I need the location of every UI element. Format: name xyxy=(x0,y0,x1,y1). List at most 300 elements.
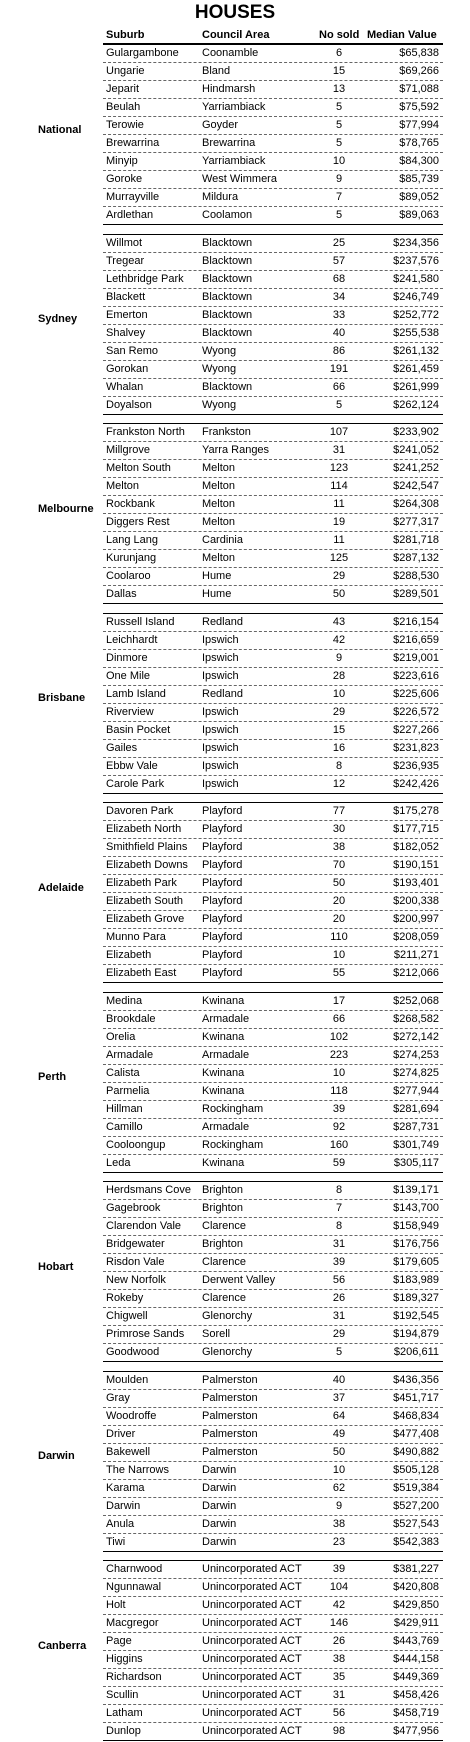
suburb-cell: Richardson xyxy=(106,1671,162,1683)
suburb-cell: Basin Pocket xyxy=(106,723,171,736)
suburb-cell: Tregear xyxy=(106,254,145,267)
region-section xyxy=(0,802,470,979)
no-sold-cell: 11 xyxy=(333,534,345,546)
region-table xyxy=(103,802,443,983)
table-row xyxy=(103,1444,443,1462)
no-sold-cell: 29 xyxy=(332,1328,346,1340)
no-sold-cell: 146 xyxy=(329,1617,349,1629)
table-row xyxy=(103,135,443,153)
region-section xyxy=(0,992,470,1169)
council-area-cell: Kwinana xyxy=(202,1084,245,1097)
suburb-cell: Elizabeth East xyxy=(106,967,177,979)
council-area-cell: Playford xyxy=(202,913,243,925)
suburb-cell: Frankston North xyxy=(106,426,185,438)
table-row xyxy=(103,839,443,857)
no-sold-cell: 42 xyxy=(332,633,346,646)
no-sold-cell: 40 xyxy=(332,1373,346,1386)
table-row xyxy=(103,1344,443,1361)
table-row xyxy=(103,650,443,668)
table-row xyxy=(103,1308,443,1326)
median-value-cell: $89,052 xyxy=(399,191,439,203)
council-area-cell: Blacktown xyxy=(202,380,253,393)
no-sold-cell: 39 xyxy=(332,1256,346,1268)
table-row xyxy=(103,1561,443,1579)
region-section xyxy=(0,1181,470,1358)
median-value-cell: $219,001 xyxy=(393,651,439,664)
median-value-cell: $451,717 xyxy=(393,1391,439,1404)
no-sold-cell: 5 xyxy=(335,209,343,221)
no-sold-cell: 104 xyxy=(329,1581,349,1593)
table-row xyxy=(103,99,443,117)
council-area-cell: Clarence xyxy=(202,1292,247,1304)
median-value-cell: $449,369 xyxy=(393,1671,439,1683)
table-row xyxy=(103,803,443,821)
no-sold-cell: 68 xyxy=(332,272,346,285)
suburb-cell: Beulah xyxy=(106,101,141,113)
no-sold-cell: 33 xyxy=(332,308,346,321)
table-row xyxy=(103,1426,443,1444)
suburb-cell: Karama xyxy=(106,1481,145,1494)
region-table xyxy=(103,1371,443,1552)
no-sold-cell: 10 xyxy=(332,687,346,700)
median-value-cell: $444,158 xyxy=(393,1653,439,1665)
table-row xyxy=(103,424,443,442)
no-sold-cell: 16 xyxy=(332,741,346,754)
table-row xyxy=(103,1687,443,1705)
median-value-cell: $242,426 xyxy=(393,777,439,790)
council-area-cell: Armadale xyxy=(202,1048,250,1061)
suburb-cell: Goroke xyxy=(106,173,143,185)
suburb-cell: Jeparit xyxy=(106,83,140,95)
no-sold-cell: 17 xyxy=(332,994,346,1007)
median-value-cell: $212,066 xyxy=(393,967,439,979)
council-area-cell: Playford xyxy=(202,859,243,871)
table-row xyxy=(103,929,443,947)
table-row xyxy=(103,1480,443,1498)
suburb-cell: Charnwood xyxy=(106,1563,163,1575)
council-area-cell: Ipswich xyxy=(202,633,239,646)
council-area-cell: Unincorporated ACT xyxy=(202,1617,302,1629)
suburb-cell: Bridgewater xyxy=(106,1238,165,1250)
table-row xyxy=(103,1579,443,1597)
median-value-cell: $65,838 xyxy=(399,47,439,59)
no-sold-cell: 20 xyxy=(332,913,346,925)
median-value-cell: $277,317 xyxy=(393,516,439,528)
median-value-cell: $223,616 xyxy=(393,669,439,682)
suburb-cell: Ngunnawal xyxy=(106,1581,162,1593)
median-value-cell: $305,117 xyxy=(393,1156,439,1169)
table-row xyxy=(103,271,443,289)
median-value-cell: $381,227 xyxy=(393,1563,439,1575)
table-row xyxy=(103,668,443,686)
table-row xyxy=(103,632,443,650)
region-table xyxy=(103,992,443,1173)
suburb-cell: Goodwood xyxy=(106,1346,160,1358)
median-value-cell: $277,944 xyxy=(393,1084,439,1097)
median-value-cell: $261,459 xyxy=(393,362,439,375)
table-row xyxy=(103,1723,443,1740)
median-value-cell: $246,749 xyxy=(393,290,439,303)
median-value-cell: $190,151 xyxy=(393,859,439,871)
median-value-cell: $183,989 xyxy=(393,1274,439,1286)
table-row xyxy=(103,1029,443,1047)
council-area-cell: Playford xyxy=(202,949,243,961)
no-sold-cell: 31 xyxy=(332,1238,346,1250)
council-area-cell: Armadale xyxy=(202,1012,250,1025)
suburb-cell: Emerton xyxy=(106,308,148,321)
suburb-cell: Chigwell xyxy=(106,1310,148,1322)
no-sold-cell: 191 xyxy=(329,362,349,375)
no-sold-cell: 9 xyxy=(335,173,343,185)
suburb-cell: Camillo xyxy=(106,1120,143,1133)
median-value-cell: $237,576 xyxy=(393,254,439,267)
suburb-cell: Armadale xyxy=(106,1048,154,1061)
suburb-cell: Latham xyxy=(106,1707,143,1719)
table-row xyxy=(103,686,443,704)
suburb-cell: Primrose Sands xyxy=(106,1328,185,1340)
council-area-cell: Unincorporated ACT xyxy=(202,1671,302,1683)
table-row xyxy=(103,379,443,397)
median-value-cell: $231,823 xyxy=(393,741,439,754)
table-row xyxy=(103,1254,443,1272)
median-value-cell: $139,171 xyxy=(393,1184,439,1196)
table-row xyxy=(103,289,443,307)
council-area-cell: Playford xyxy=(202,877,243,889)
region-label xyxy=(38,613,103,784)
table-row xyxy=(103,550,443,568)
median-value-cell: $71,088 xyxy=(399,83,439,95)
region-section xyxy=(0,423,470,600)
table-row xyxy=(103,397,443,414)
council-area-cell: Melton xyxy=(202,462,236,474)
no-sold-cell: 25 xyxy=(332,236,346,249)
median-value-cell: $85,739 xyxy=(399,173,439,185)
council-area-cell: Ipswich xyxy=(202,705,239,718)
council-area-cell: Brighton xyxy=(202,1184,243,1196)
council-area-cell: Redland xyxy=(202,615,243,628)
no-sold-cell: 40 xyxy=(332,326,346,339)
council-area-cell: Yarra Ranges xyxy=(202,444,270,456)
no-sold-cell: 57 xyxy=(332,254,346,267)
suburb-cell: Coolaroo xyxy=(106,570,151,582)
table-row xyxy=(103,1137,443,1155)
median-value-cell: $143,700 xyxy=(393,1202,439,1214)
council-area-cell: Unincorporated ACT xyxy=(202,1599,302,1611)
suburb-cell: Rockbank xyxy=(106,498,155,510)
table-row xyxy=(103,821,443,839)
suburb-cell: Moulden xyxy=(106,1373,149,1386)
council-area-cell: Kwinana xyxy=(202,994,245,1007)
council-area-cell: Palmerston xyxy=(202,1373,258,1386)
table-row xyxy=(103,614,443,632)
region-label xyxy=(38,1371,103,1542)
suburb-cell: Orelia xyxy=(106,1030,136,1043)
median-value-cell: $443,769 xyxy=(393,1635,439,1647)
median-value-cell: $477,956 xyxy=(393,1725,439,1737)
region-section xyxy=(0,613,470,790)
median-value-cell: $241,052 xyxy=(393,444,439,456)
suburb-cell: Gulargambone xyxy=(106,47,179,59)
no-sold-cell: 8 xyxy=(335,1184,343,1196)
suburb-cell: Whalan xyxy=(106,380,144,393)
suburb-cell: Dinmore xyxy=(106,651,148,664)
table-row xyxy=(103,1290,443,1308)
no-sold-cell: 50 xyxy=(332,877,346,889)
suburb-cell: One Mile xyxy=(106,669,151,682)
council-area-cell: Wyong xyxy=(202,344,237,357)
median-value-cell: $268,582 xyxy=(393,1012,439,1025)
no-sold-cell: 39 xyxy=(332,1563,346,1575)
median-value-cell: $477,408 xyxy=(393,1427,439,1440)
no-sold-cell: 10 xyxy=(332,949,346,961)
council-area-cell: Ipswich xyxy=(202,651,239,664)
suburb-cell: Woodroffe xyxy=(106,1409,157,1422)
council-area-cell: Redland xyxy=(202,687,243,700)
median-value-cell: $189,327 xyxy=(393,1292,439,1304)
council-area-cell: Palmerston xyxy=(202,1427,258,1440)
median-value-cell: $206,611 xyxy=(393,1346,439,1358)
no-sold-cell: 70 xyxy=(332,859,346,871)
median-value-cell: $527,200 xyxy=(393,1499,439,1512)
median-value-cell: $175,278 xyxy=(393,805,439,817)
council-area-cell: Ipswich xyxy=(202,723,239,736)
no-sold-cell: 56 xyxy=(332,1274,346,1286)
table-row xyxy=(103,81,443,99)
median-value-cell: $78,765 xyxy=(399,137,439,149)
no-sold-cell: 29 xyxy=(332,570,346,582)
table-row xyxy=(103,1272,443,1290)
council-area-cell: Blacktown xyxy=(202,326,253,339)
median-value-cell: $234,356 xyxy=(393,236,439,249)
no-sold-cell: 10 xyxy=(332,155,346,167)
council-area-cell: Melton xyxy=(202,480,236,492)
council-area-cell: Coolamon xyxy=(202,209,253,221)
suburb-cell: Higgins xyxy=(106,1653,143,1665)
median-value-cell: $226,572 xyxy=(393,705,439,718)
median-value-cell: $274,825 xyxy=(393,1066,439,1079)
table-row xyxy=(103,1101,443,1119)
council-area-cell: Unincorporated ACT xyxy=(202,1563,302,1575)
table-row xyxy=(103,307,443,325)
suburb-cell: Holt xyxy=(106,1599,126,1611)
table-row xyxy=(103,207,443,224)
median-value-cell: $84,300 xyxy=(399,155,439,167)
council-area-cell: Kwinana xyxy=(202,1156,245,1169)
region-label xyxy=(38,44,103,215)
suburb-cell: Medina xyxy=(106,994,143,1007)
table-row xyxy=(103,1047,443,1065)
suburb-cell: Hillman xyxy=(106,1102,143,1115)
table-row xyxy=(103,253,443,271)
table-row xyxy=(103,1498,443,1516)
median-value-cell: $252,772 xyxy=(393,308,439,321)
no-sold-cell: 23 xyxy=(332,1535,346,1548)
no-sold-cell: 7 xyxy=(335,191,343,203)
council-area-cell: Melton xyxy=(202,552,236,564)
region-table xyxy=(103,44,443,225)
median-value-cell: $158,949 xyxy=(393,1220,439,1232)
table-row xyxy=(103,514,443,532)
council-area-cell: Frankston xyxy=(202,426,251,438)
table-row xyxy=(103,704,443,722)
page-title: HOUSES xyxy=(194,2,276,23)
council-area-cell: Blacktown xyxy=(202,308,253,321)
no-sold-cell: 77 xyxy=(332,805,346,817)
suburb-cell: New Norfolk xyxy=(106,1274,166,1286)
median-value-cell: $281,694 xyxy=(393,1102,439,1115)
median-value-cell: $193,401 xyxy=(393,877,439,889)
no-sold-cell: 12 xyxy=(332,777,346,790)
no-sold-cell: 38 xyxy=(332,841,346,853)
region-table xyxy=(103,613,443,794)
median-value-cell: $287,731 xyxy=(393,1120,439,1133)
no-sold-cell: 64 xyxy=(332,1409,346,1422)
region-section xyxy=(0,44,470,221)
table-row xyxy=(103,1119,443,1137)
suburb-cell: Doyalson xyxy=(106,398,152,411)
no-sold-cell: 37 xyxy=(332,1391,346,1404)
suburb-cell: Munno Para xyxy=(106,931,166,943)
no-sold-cell: 35 xyxy=(332,1671,346,1683)
suburb-cell: Herdsmans Cove xyxy=(106,1184,191,1196)
council-area-cell: Playford xyxy=(202,931,243,943)
table-row xyxy=(103,1669,443,1687)
suburb-cell: Murrayville xyxy=(106,191,160,203)
council-area-cell: Playford xyxy=(202,841,243,853)
no-sold-cell: 9 xyxy=(335,1499,343,1512)
suburb-cell: Russell Island xyxy=(106,615,175,628)
table-row xyxy=(103,740,443,758)
table-row xyxy=(103,1633,443,1651)
median-value-cell: $177,715 xyxy=(393,823,439,835)
table-row xyxy=(103,1155,443,1172)
median-value-cell: $225,606 xyxy=(393,687,439,700)
suburb-cell: Anula xyxy=(106,1517,135,1530)
median-value-cell: $468,834 xyxy=(393,1409,439,1422)
council-area-cell: Brighton xyxy=(202,1202,243,1214)
column-headers xyxy=(103,26,443,44)
table-row xyxy=(103,1083,443,1101)
no-sold-cell: 5 xyxy=(335,1346,343,1358)
suburb-cell: Melton xyxy=(106,480,140,492)
table-row xyxy=(103,235,443,253)
no-sold-cell: 125 xyxy=(329,552,349,564)
region-table xyxy=(103,234,443,415)
suburb-cell: Elizabeth Downs xyxy=(106,859,188,871)
no-sold-cell: 5 xyxy=(335,398,343,411)
no-sold-cell: 31 xyxy=(332,444,346,456)
no-sold-cell: 66 xyxy=(332,380,346,393)
suburb-cell: Darwin xyxy=(106,1499,141,1512)
suburb-cell: Brewarrina xyxy=(106,137,160,149)
suburb-cell: Lamb Island xyxy=(106,687,166,700)
table-row xyxy=(103,993,443,1011)
median-value-cell: $241,252 xyxy=(393,462,439,474)
no-sold-cell: 5 xyxy=(335,101,343,113)
no-sold-cell: 86 xyxy=(332,344,346,357)
median-value-cell: $301,749 xyxy=(393,1138,439,1151)
header-suburb: Suburb xyxy=(106,29,145,41)
table-row xyxy=(103,875,443,893)
region-label-text: Sydney xyxy=(38,313,78,325)
median-value-cell: $287,132 xyxy=(393,552,439,564)
region-label-text: Perth xyxy=(38,1071,67,1083)
suburb-cell: Lethbridge Park xyxy=(106,272,184,285)
council-area-cell: Hindmarsh xyxy=(202,83,256,95)
no-sold-cell: 49 xyxy=(332,1427,346,1440)
median-value-cell: $227,266 xyxy=(393,723,439,736)
table-row xyxy=(103,1462,443,1480)
council-area-cell: Wyong xyxy=(202,362,237,375)
council-area-cell: Palmerston xyxy=(202,1409,258,1422)
no-sold-cell: 28 xyxy=(332,669,346,682)
region-section xyxy=(0,1560,470,1737)
council-area-cell: Blacktown xyxy=(202,254,253,267)
no-sold-cell: 56 xyxy=(332,1707,346,1719)
table-row xyxy=(103,1326,443,1344)
no-sold-cell: 50 xyxy=(332,1445,346,1458)
suburb-cell: Gailes xyxy=(106,741,138,754)
median-value-cell: $176,756 xyxy=(393,1238,439,1250)
council-area-cell: Bland xyxy=(202,65,231,77)
median-value-cell: $69,266 xyxy=(399,65,439,77)
table-row xyxy=(103,1218,443,1236)
council-area-cell: Brighton xyxy=(202,1238,243,1250)
median-value-cell: $490,882 xyxy=(393,1445,439,1458)
suburb-cell: Gorokan xyxy=(106,362,149,375)
median-value-cell: $216,659 xyxy=(393,633,439,646)
suburb-cell: Shalvey xyxy=(106,326,146,339)
median-value-cell: $458,719 xyxy=(393,1707,439,1719)
median-value-cell: $182,052 xyxy=(393,841,439,853)
median-value-cell: $420,808 xyxy=(393,1581,439,1593)
table-row xyxy=(103,1516,443,1534)
median-value-cell: $89,063 xyxy=(399,209,439,221)
table-row xyxy=(103,1236,443,1254)
region-label-text: Canberra xyxy=(38,1639,87,1652)
council-area-cell: Playford xyxy=(202,805,243,817)
no-sold-cell: 29 xyxy=(332,705,346,718)
suburb-cell: Elizabeth South xyxy=(106,895,184,907)
no-sold-cell: 26 xyxy=(332,1635,346,1647)
median-value-cell: $264,308 xyxy=(393,498,439,510)
suburb-cell: Driver xyxy=(106,1427,136,1440)
suburb-cell: Elizabeth North xyxy=(106,823,182,835)
median-value-cell: $179,605 xyxy=(393,1256,439,1268)
table-row xyxy=(103,1390,443,1408)
region-label xyxy=(38,1560,103,1731)
no-sold-cell: 15 xyxy=(332,65,346,77)
council-area-cell: Glenorchy xyxy=(202,1346,253,1358)
no-sold-cell: 15 xyxy=(332,723,346,736)
council-area-cell: Unincorporated ACT xyxy=(202,1689,302,1701)
council-area-cell: Ipswich xyxy=(202,741,239,754)
median-value-cell: $261,132 xyxy=(393,344,439,357)
no-sold-cell: 8 xyxy=(335,1220,343,1232)
council-area-cell: Blacktown xyxy=(202,236,253,249)
table-row xyxy=(103,45,443,63)
no-sold-cell: 92 xyxy=(332,1120,346,1133)
council-area-cell: Darwin xyxy=(202,1499,237,1512)
council-area-cell: Rockingham xyxy=(202,1138,264,1151)
table-row xyxy=(103,1372,443,1390)
median-value-cell: $75,592 xyxy=(399,101,439,113)
no-sold-cell: 107 xyxy=(329,426,349,438)
suburb-cell: Parmelia xyxy=(106,1084,150,1097)
no-sold-cell: 5 xyxy=(335,137,343,149)
region-label xyxy=(38,802,103,973)
suburb-cell: Ungarie xyxy=(106,65,145,77)
